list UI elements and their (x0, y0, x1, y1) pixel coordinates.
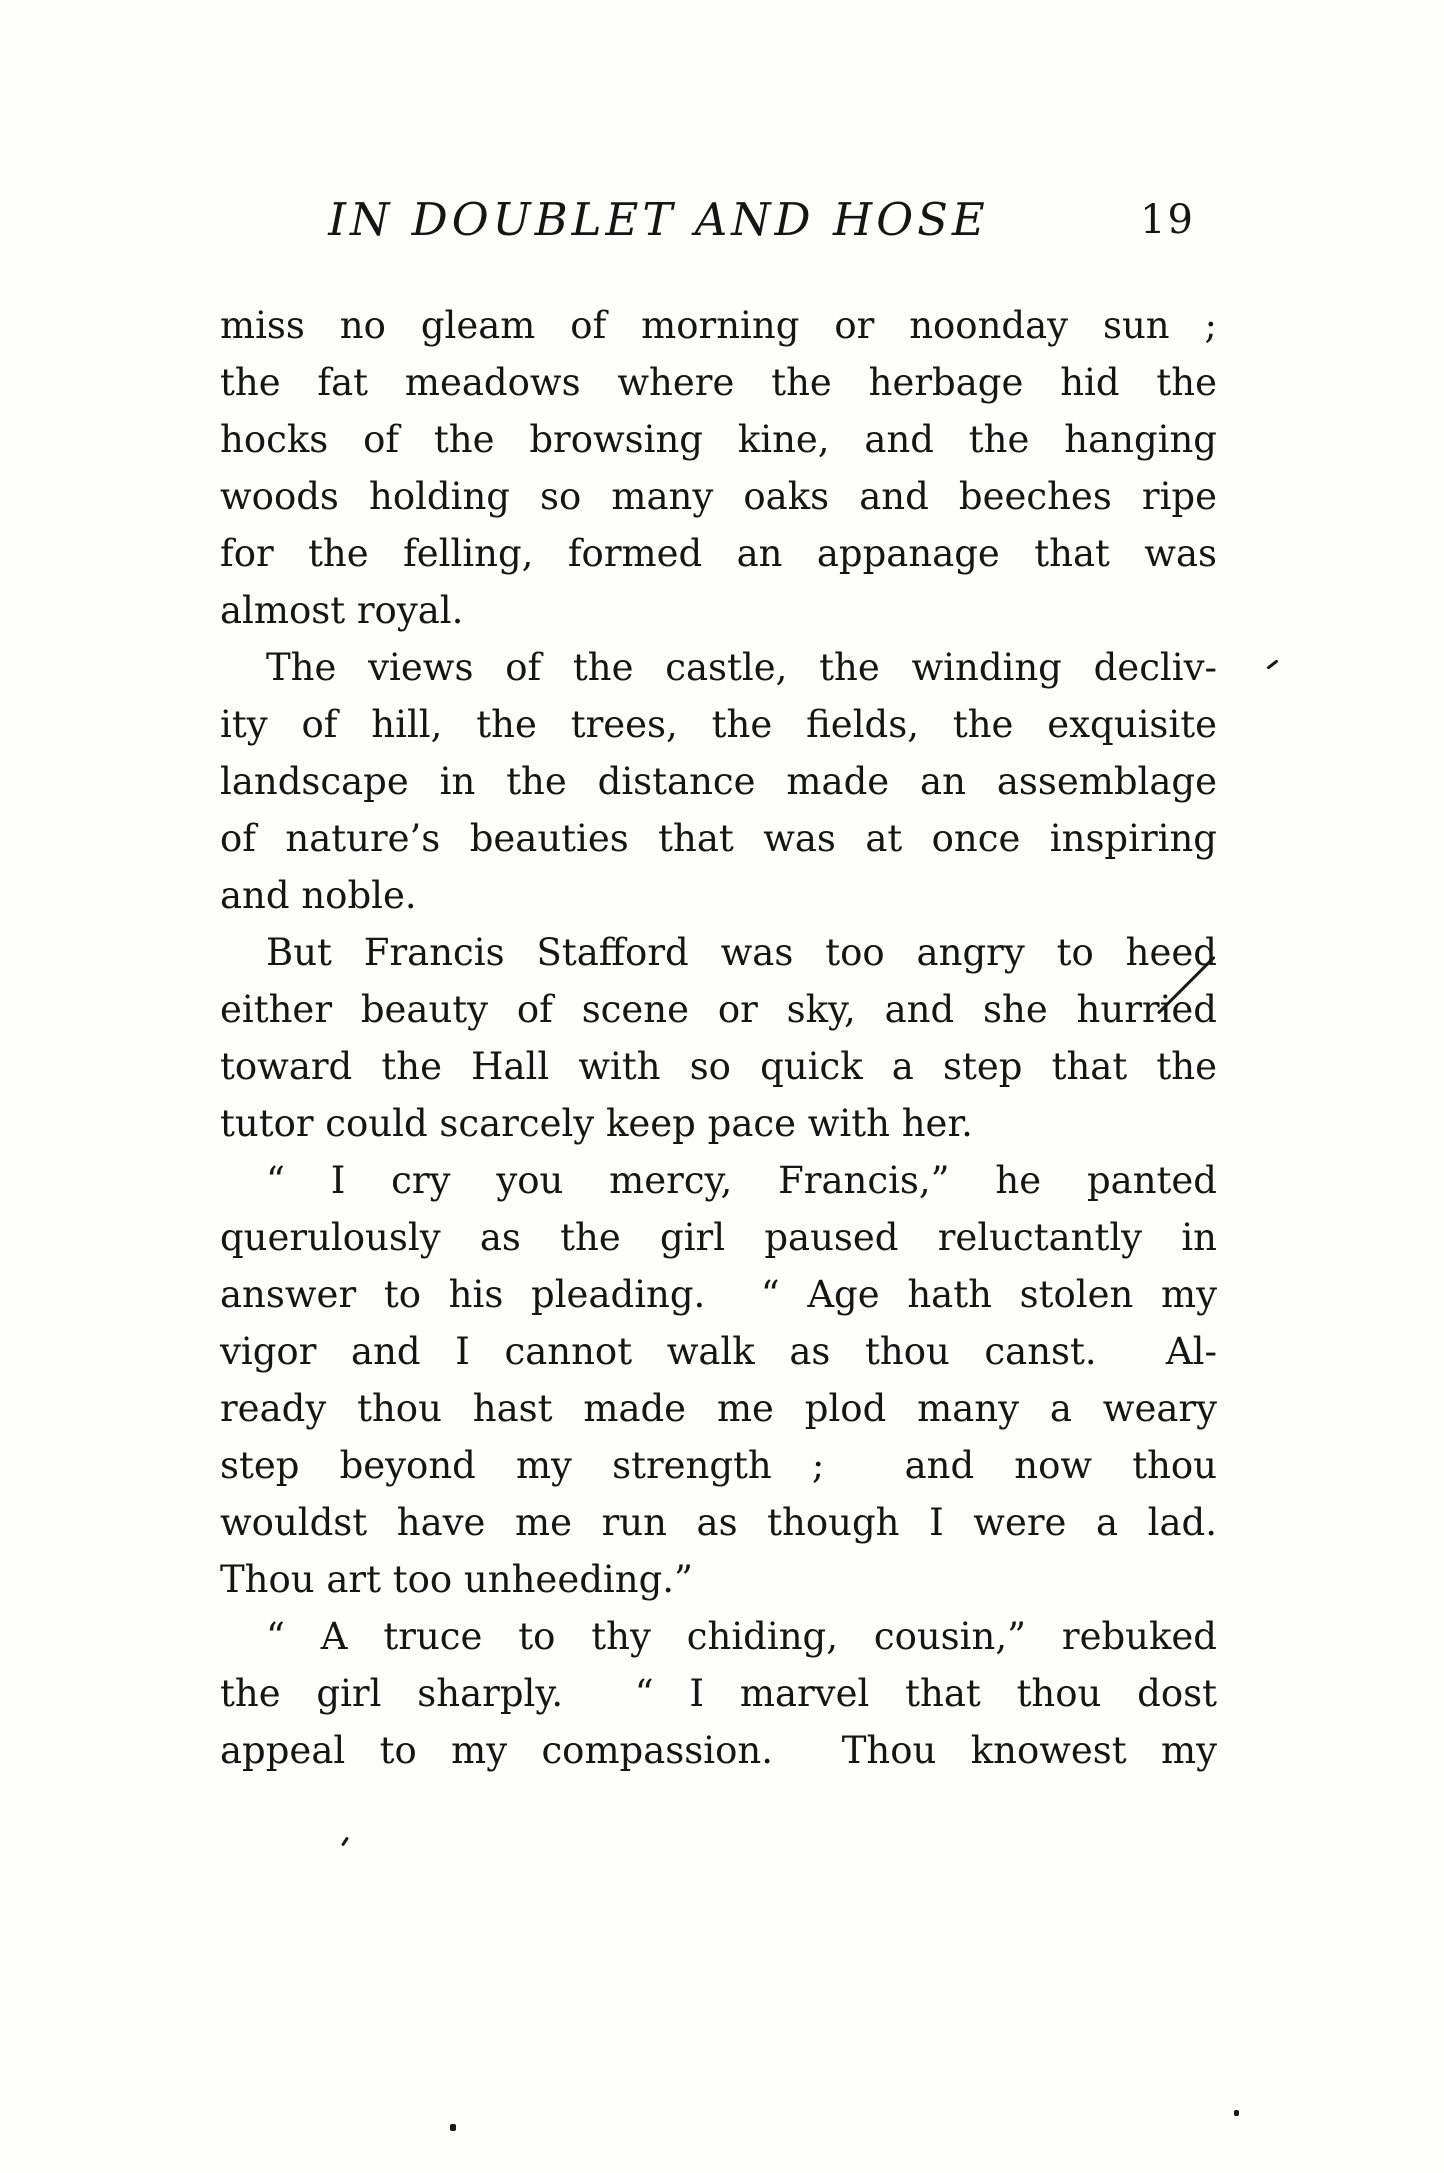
body-line: tutor could scarcely keep pace with her. (220, 1102, 973, 1145)
body-line: But Francis Stafford was too angry to heed (266, 931, 1217, 974)
body-line: answer to his pleading. “ Age hath stolen my (220, 1273, 1217, 1316)
body-line: step beyond my strength ; and now thou (220, 1444, 1217, 1487)
stray-comma-mark (341, 1837, 349, 1847)
body-line: the girl sharply. “ I marvel that thou dost (220, 1672, 1217, 1715)
body-line: either beauty of scene or sky, and she hurried (220, 988, 1217, 1031)
body-line: of nature’s beauties that was at once inspiring (220, 817, 1217, 860)
body-line: vigor and I cannot walk as thou canst. Al- (220, 1330, 1217, 1373)
body-line: miss no gleam of morning or noonday sun ; (220, 304, 1217, 347)
body-line: almost royal. (220, 589, 464, 632)
body-line: “ I cry you mercy, Francis,” he panted (266, 1159, 1217, 1202)
margin-tick-mark (1266, 659, 1278, 669)
running-title: IN DOUBLET AND HOSE (328, 193, 989, 246)
ink-speck (450, 2124, 456, 2131)
body-line: wouldst have me run as though I were a lad. (220, 1501, 1217, 1544)
running-head (220, 193, 1217, 253)
body-line: Thou art too unheeding.” (220, 1558, 693, 1601)
body-line: toward the Hall with so quick a step that the (220, 1045, 1217, 1088)
body-line: landscape in the distance made an assemblage (220, 760, 1217, 803)
body-line: for the felling, formed an appanage that was (220, 532, 1217, 575)
body-line: “ A truce to thy chiding, cousin,” rebuked (266, 1615, 1217, 1658)
body-line: and noble. (220, 874, 417, 917)
body-text (220, 297, 1217, 1779)
body-line: ready thou hast made me plod many a weary (220, 1387, 1217, 1430)
body-line: appeal to my compassion. Thou knowest my (220, 1729, 1217, 1772)
body-line: querulously as the girl paused reluctantly in (220, 1216, 1217, 1259)
body-line: ity of hill, the trees, the fields, the exquisite (220, 703, 1217, 746)
ink-speck (1234, 2110, 1239, 2116)
body-line: the fat meadows where the herbage hid the (220, 361, 1217, 404)
body-line: woods holding so many oaks and beeches ripe (220, 475, 1217, 518)
page-number: 19 (1140, 197, 1195, 243)
body-line: hocks of the browsing kine, and the hanging (220, 418, 1217, 461)
body-line: The views of the castle, the winding decliv- (266, 646, 1217, 689)
